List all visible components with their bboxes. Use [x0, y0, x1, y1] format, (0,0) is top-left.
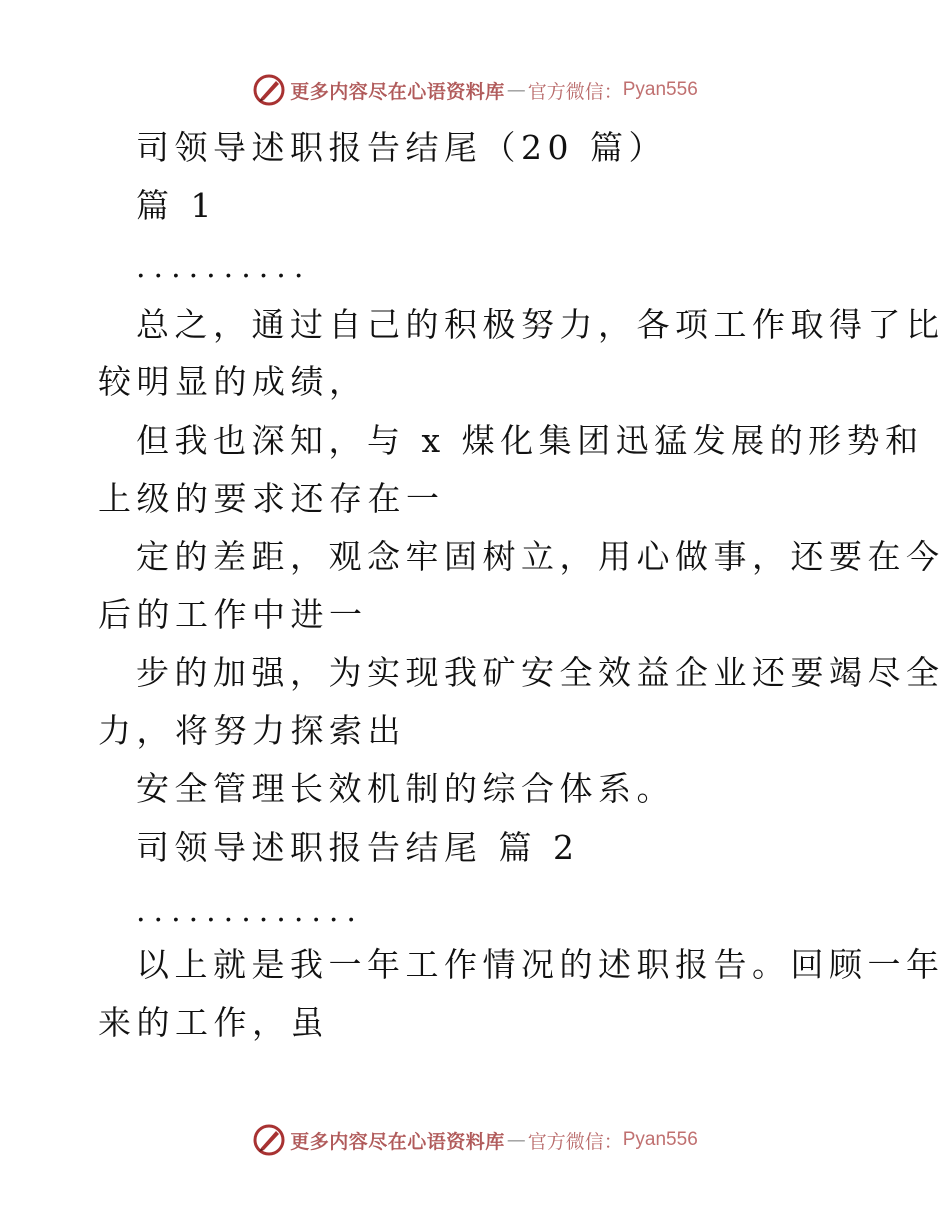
paragraph-line: 较明显的成绩， — [98, 362, 368, 401]
paragraph-line: 后的工作中进一 — [98, 595, 368, 634]
banner-text: 更多内容尽在心语资料库 — [290, 1130, 505, 1153]
ellipsis-line-1: .......... — [136, 250, 312, 285]
banner-wechat-id: Pyan556 — [622, 1129, 698, 1150]
paragraph-line: 上级的要求还存在一 — [98, 479, 445, 518]
banner-separator: — — [506, 79, 526, 101]
paragraph-line: 定的差距，观念牢固树立，用心做事，还要在今 — [136, 537, 945, 576]
banner-wechat-id: Pyan556 — [622, 79, 698, 100]
paragraph-line: 以上就是我一年工作情况的述职报告。回顾一年 — [136, 945, 945, 984]
paragraph-line: 但我也深知，与 x 煤化集团迅猛发展的形势和 — [136, 421, 924, 460]
banner-official-label: 官方微信： — [527, 80, 623, 103]
paragraph-line: 力，将努力探索出 — [98, 711, 406, 750]
paragraph-line: 步的加强，为实现我矿安全效益企业还要竭尽全 — [136, 653, 945, 692]
paragraph-line: 总之，通过自己的积极努力，各项工作取得了比 — [136, 305, 945, 344]
paragraph-line: 安全管理长效机制的综合体系。 — [136, 769, 675, 808]
section-heading-1: 篇 1 — [136, 186, 217, 225]
banner-text: 更多内容尽在心语资料库 — [290, 80, 505, 103]
watermark-banner-bottom — [0, 1120, 950, 1160]
ellipsis-line-2: ............. — [136, 894, 364, 929]
paragraph-line: 来的工作，虽 — [98, 1003, 329, 1042]
quill-pen-logo-icon — [252, 1123, 286, 1157]
banner-official-label: 官方微信： — [527, 1130, 623, 1153]
banner-separator: — — [506, 1129, 526, 1151]
document-title: 司领导述职报告结尾（20 篇） — [136, 128, 667, 167]
section-heading-2: 司领导述职报告结尾 篇 2 — [136, 828, 580, 867]
